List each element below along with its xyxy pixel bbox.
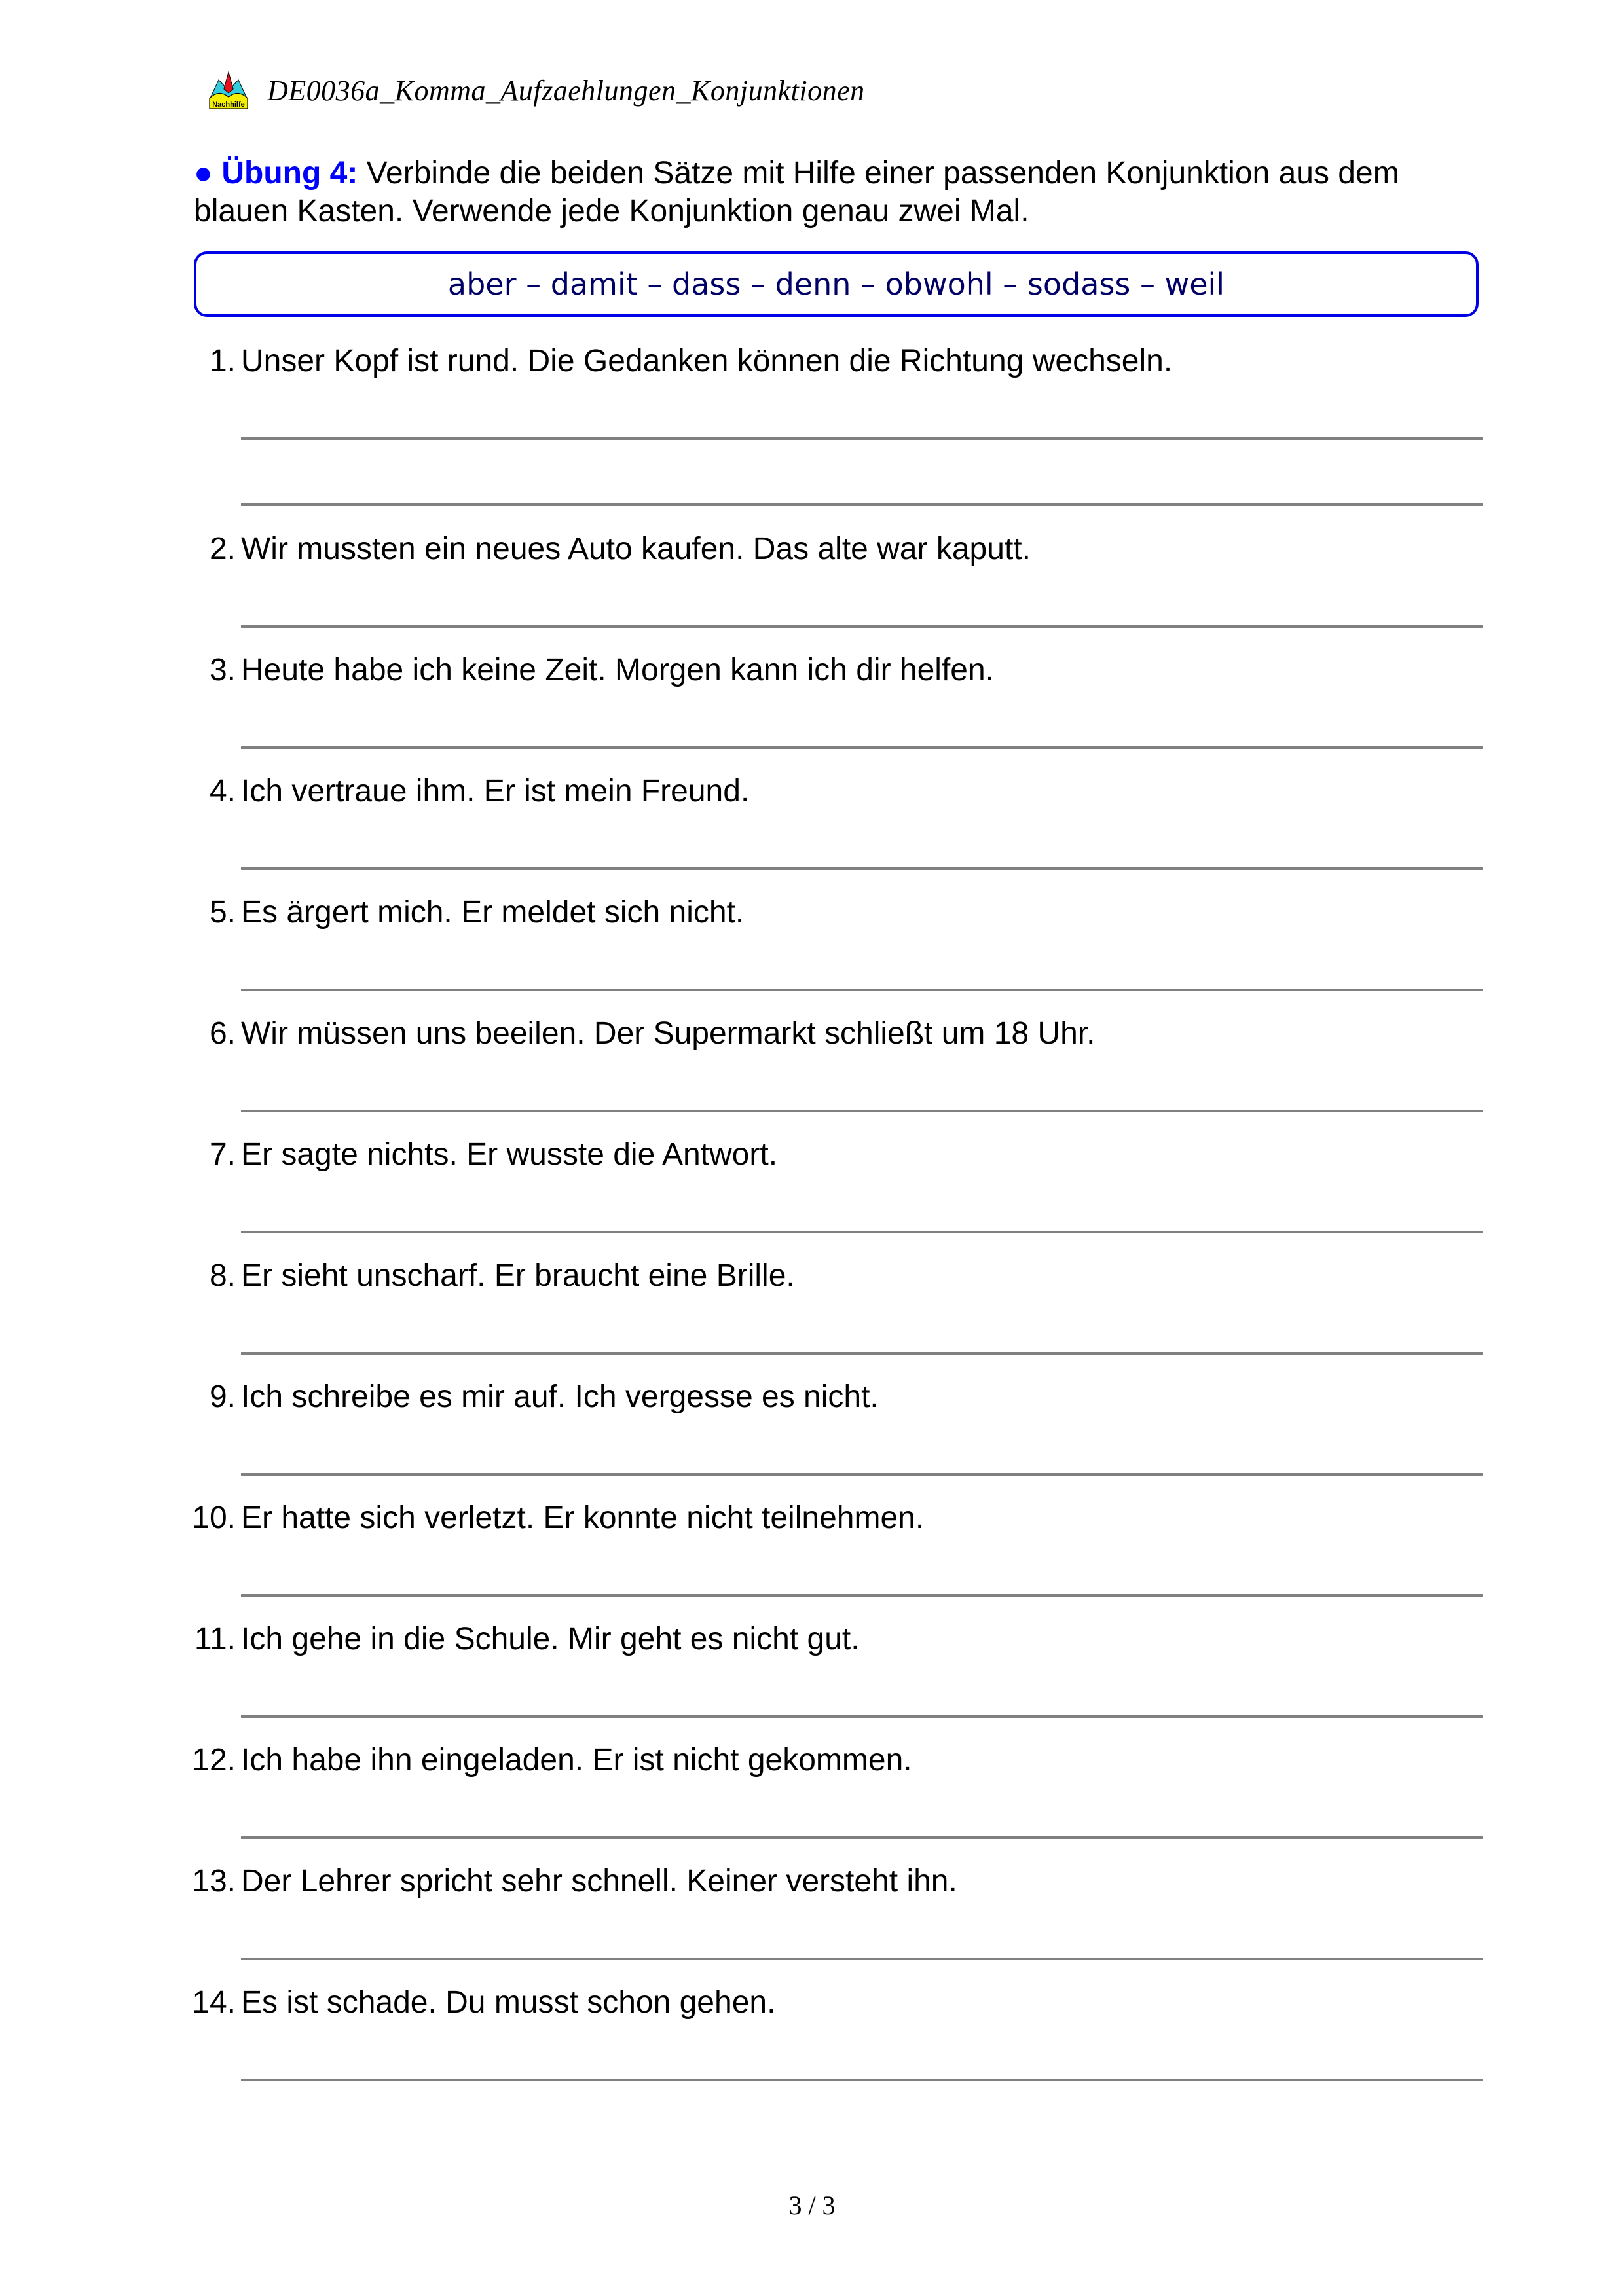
item-sentence: Es ärgert mich. Er meldet sich nicht. [241, 895, 745, 930]
instruction-text: Verbinde die beiden Sätze mit Hilfe einer passenden Konjunktion aus dem blauen Kasten. Verwende jede Konjunktion genau zwei Mal. [194, 156, 1399, 228]
answer-line[interactable] [241, 1836, 1483, 1839]
answer-line[interactable] [241, 1352, 1483, 1355]
item-sentence: Es ist schade. Du musst schon gehen. [241, 1985, 776, 2020]
nachhilfe-logo-icon [208, 71, 249, 110]
item-number: 13. [192, 1864, 236, 1899]
answer-line[interactable] [241, 1594, 1483, 1597]
item-number: 12. [192, 1743, 236, 1777]
item-sentence: Ich gehe in die Schule. Mir geht es nicht gut. [241, 1622, 860, 1656]
svg-text:Nachhilfe: Nachhilfe [212, 101, 245, 109]
item-number: 4. [209, 774, 236, 809]
item-number: 2. [209, 532, 236, 566]
answer-line[interactable] [241, 1231, 1483, 1233]
answer-line[interactable] [241, 437, 1483, 440]
item-sentence: Unser Kopf ist rund. Die Gedanken können die Richtung wechseln. [241, 344, 1173, 378]
bullet-icon: ● [194, 156, 213, 191]
item-number: 11. [194, 1622, 236, 1656]
page-header [208, 71, 865, 110]
answer-line[interactable] [241, 503, 1483, 506]
answer-line[interactable] [241, 2079, 1483, 2081]
answer-line[interactable] [241, 867, 1483, 870]
answer-line[interactable] [241, 746, 1483, 749]
answer-line[interactable] [241, 1958, 1483, 1960]
item-sentence: Wir mussten ein neues Auto kaufen. Das alte war kaputt. [241, 532, 1031, 566]
answer-line[interactable] [241, 625, 1483, 628]
item-sentence: Ich vertraue ihm. Er ist mein Freund. [241, 774, 750, 809]
item-number: 9. [209, 1379, 236, 1414]
item-number: 14. [192, 1985, 236, 2020]
answer-line[interactable] [241, 989, 1483, 991]
document-title: DE0036a_Komma_Aufzaehlungen_Konjunktionen [267, 74, 865, 107]
item-sentence: Er sagte nichts. Er wusste die Antwort. [241, 1137, 778, 1172]
item-sentence: Er sieht unscharf. Er braucht eine Brille. [241, 1258, 795, 1293]
answer-line[interactable] [241, 1715, 1483, 1718]
item-sentence: Ich habe ihn eingeladen. Er ist nicht gekommen. [241, 1743, 912, 1777]
item-sentence: Der Lehrer spricht sehr schnell. Keiner versteht ihn. [241, 1864, 957, 1899]
item-sentence: Er hatte sich verletzt. Er konnte nicht teilnehmen. [241, 1501, 925, 1535]
answer-line[interactable] [241, 1473, 1483, 1476]
answer-line[interactable] [241, 1110, 1483, 1112]
item-sentence: Ich schreibe es mir auf. Ich vergesse es nicht. [241, 1379, 879, 1414]
conjunction-box [194, 251, 1479, 317]
conjunction-list: aber – damit – dass – denn – obwohl – sodass – weil [447, 266, 1225, 302]
item-number: 7. [209, 1137, 236, 1172]
item-number: 5. [209, 895, 236, 930]
item-number: 3. [209, 653, 236, 687]
item-number: 1. [209, 344, 236, 378]
item-number: 10. [192, 1501, 236, 1535]
item-number: 8. [209, 1258, 236, 1293]
item-sentence: Heute habe ich keine Zeit. Morgen kann ich dir helfen. [241, 653, 995, 687]
item-number: 6. [209, 1016, 236, 1051]
exercise-instruction [194, 155, 1484, 230]
item-sentence: Wir müssen uns beeilen. Der Supermarkt schließt um 18 Uhr. [241, 1016, 1096, 1051]
exercise-label: Übung 4: [221, 156, 358, 191]
page-number: 3 / 3 [788, 2191, 836, 2220]
